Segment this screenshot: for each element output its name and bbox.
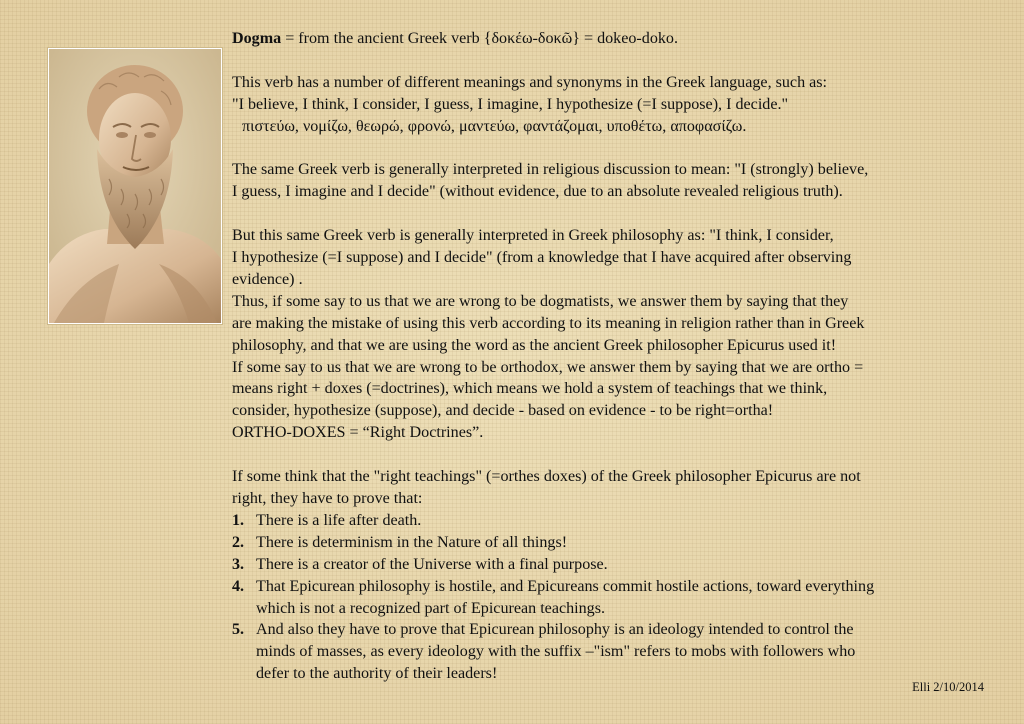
list-number: 1. [232,511,245,529]
para1-greek-line: πιστεύω, νομίζω, θεωρώ, φρονώ, μαντεύω, φαντάζομαι, υποθέτω, αποφασίζω. [242,117,747,135]
para4-line2: right, they have to prove that: [232,489,423,507]
para3-line1: But this same Greek verb is generally interpreted in Greek philosophy as: "I think, I consider, [232,227,834,245]
dogma-term: Dogma [232,30,282,47]
list-item [232,619,1002,685]
proof-list [232,510,1002,685]
para1-line1: This verb has a number of different meanings and synonyms in the Greek language, such as: [232,73,828,91]
intro-line [232,28,1002,50]
list-text: There is a life after death. [256,511,422,529]
list-text: defer to the authority of their leaders! [256,665,498,683]
list-text: That Epicurean philosophy is hostile, and Epicureans commit hostile actions, toward everything [256,577,875,595]
para3-line10: ORTHO-DOXES = “Right Doctrines”. [232,424,484,442]
list-text: which is not a recognized part of Epicurean teachings. [256,599,606,617]
para3-line4: Thus, if some say to us that we are wrong to be dogmatists, we answer them by saying that they [232,292,849,310]
bust-illustration [49,49,221,323]
para3-line6: philosophy, and that we are using the word as the ancient Greek philosopher Epicurus used it! [232,336,837,354]
para1-line2: "I believe, I think, I consider, I guess, I imagine, I hypothesize (=I suppose), I decide." [232,95,789,113]
list-item [232,554,1002,576]
para3-line5: are making the mistake of using this verb according to its meaning in religion rather than in Greek [232,314,865,332]
para4-line1: If some think that the "right teachings" (=orthes doxes) of the Greek philosopher Epicurus are not [232,468,861,486]
para2-line2: I guess, I imagine and I decide" (without evidence, due to an absolute revealed religious truth). [232,183,843,201]
document-body [232,28,1002,685]
list-item [232,576,1002,620]
list-text: And also they have to prove that Epicurean philosophy is an ideology intended to control the [256,621,854,639]
para2-line1: The same Greek verb is generally interpreted in religious discussion to mean: "I (strongly) believe, [232,161,869,179]
list-number: 3. [232,555,245,573]
list-text: There is a creator of the Universe with a final purpose. [256,555,608,573]
para3-line9: consider, hypothesize (suppose), and decide - based on evidence - to be right=ortha! [232,402,774,420]
list-text: There is determinism in the Nature of all things! [256,533,568,551]
para3-line8: means right + doxes (=doctrines), which means we hold a system of teachings that we think, [232,380,828,398]
list-number: 4. [232,577,245,595]
para3-line7: If some say to us that we are wrong to be orthodox, we answer them by saying that we are ortho = [232,358,864,376]
list-item [232,510,1002,532]
list-number: 2. [232,533,245,551]
intro-rest: = from the ancient Greek verb {δοκέω-δοκῶ} = dokeo-doko. [281,30,678,47]
para3-line2: I hypothesize (=I suppose) and I decide" (from a knowledge that I have acquired after observing [232,249,852,267]
signature-date: Elli 2/10/2014 [912,680,984,694]
list-item [232,532,1002,554]
para3-line3: evidence) . [232,270,303,288]
list-number: 5. [232,621,245,639]
epicurus-bust-image [48,48,222,324]
list-text: minds of masses, as every ideology with the suffix –"ism" refers to mobs with followers who [256,643,856,661]
